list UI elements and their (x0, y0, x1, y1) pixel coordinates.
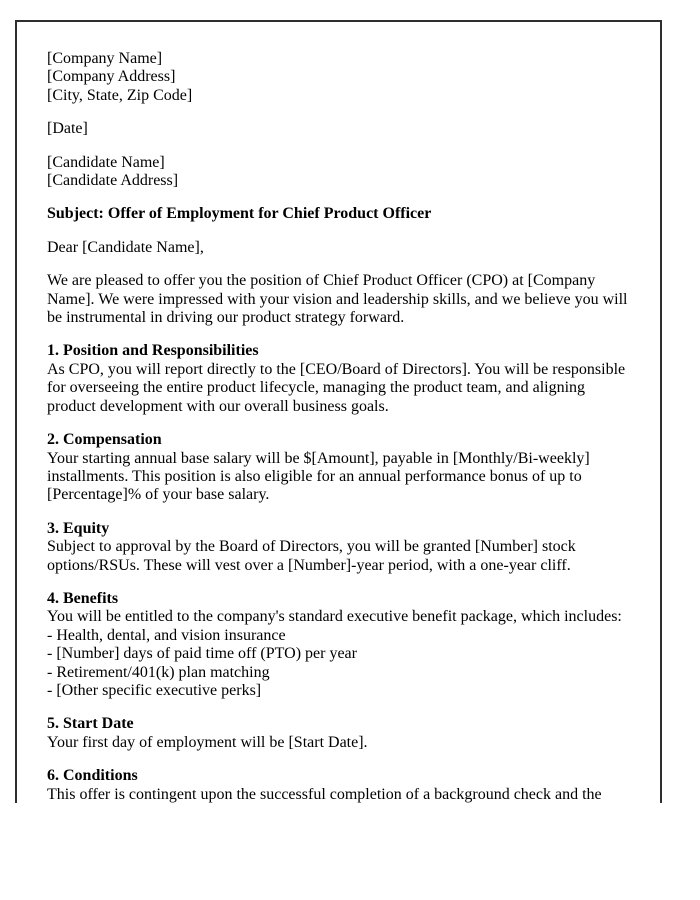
section-body-line: - [Other specific executive perks] (47, 681, 262, 699)
section-body-line: - Health, dental, and vision insurance (47, 626, 286, 644)
section-body-line: As CPO, you will report directly to the [CEO/Board of Directors]. You will be responsible for overseeing the entire product lifecycle, managing the product team, and aligning product development with our overall business goals. (47, 360, 626, 415)
section-body-line: - Retirement/401(k) plan matching (47, 663, 270, 681)
subject-line: Subject: Offer of Employment for Chief Product Officer (47, 205, 432, 223)
text-line: [Candidate Address] (47, 172, 179, 190)
section-heading: 3. Equity (47, 519, 110, 537)
text-line: [Company Name] (47, 50, 163, 67)
date-line: [Date] (47, 120, 88, 138)
section-body-line: Your first day of employment will be [Start Date]. (47, 733, 368, 751)
letter-section (47, 590, 636, 700)
section-body-line: Subject to approval by the Board of Directors, you will be granted [Number] stock options/RSUs. These will vest over a [Number]-year period, with a one-year cliff. (47, 538, 576, 574)
letter-section (47, 520, 636, 575)
section-heading: 4. Benefits (47, 589, 119, 607)
section-heading: 1. Position and Responsibilities (47, 342, 259, 360)
letter-section (47, 767, 636, 803)
salutation: Dear [Candidate Name], (47, 238, 204, 256)
section-heading: 2. Compensation (47, 431, 162, 449)
section-body-line: You will be entitled to the company's standard executive benefit package, which includes: (47, 608, 622, 626)
letter-section (47, 342, 636, 416)
letter-section (47, 431, 636, 505)
text-line: [City, State, Zip Code] (47, 86, 193, 104)
section-heading: 6. Conditions (47, 767, 138, 785)
section-body-line: This offer is contingent upon the successful completion of a background check and the (47, 785, 602, 803)
letter-sections (47, 342, 636, 803)
offer-letter-document (15, 20, 662, 803)
section-body-line: Your starting annual base salary will be $[Amount], payable in [Monthly/Bi-weekly] installments. This position is also eligible for an annual performance bonus of up to [Percentage]% of your base salary. (47, 449, 590, 504)
candidate-address-block (47, 154, 636, 191)
company-address-block (47, 50, 636, 105)
letter-section (47, 715, 636, 752)
intro-paragraph: We are pleased to offer you the position of Chief Product Officer (CPO) at [Company Name]. We were impressed with your vision and leadership skills, and we believe you will be instrumental in driving our product strategy forward. (47, 272, 628, 327)
text-line: [Company Address] (47, 68, 176, 86)
section-heading: 5. Start Date (47, 715, 134, 733)
section-body-line: - [Number] days of paid time off (PTO) per year (47, 645, 357, 663)
text-line: [Candidate Name] (47, 153, 165, 171)
